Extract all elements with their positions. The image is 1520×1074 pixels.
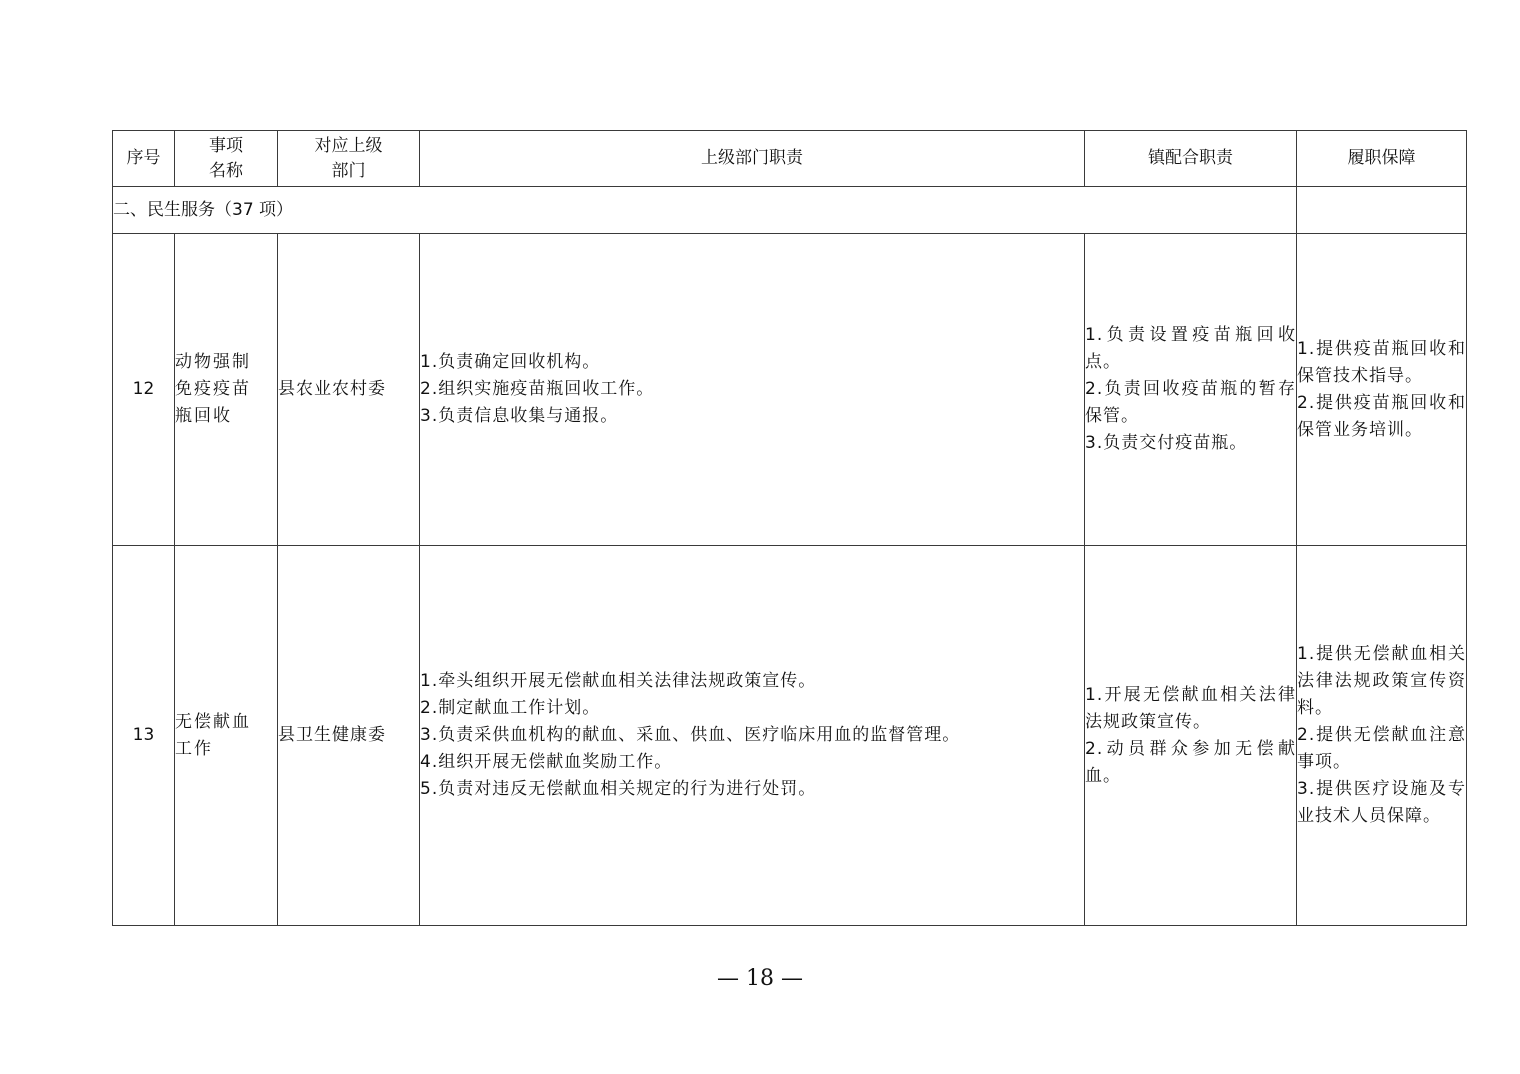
header-dept-line1: 对应上级 (314, 135, 383, 156)
header-guarantee: 履职保障 (1297, 131, 1467, 187)
town-duty-item: 3.负责交付疫苗瓶。 (1085, 433, 1248, 453)
row-town-duties (1085, 546, 1297, 926)
town-duty-item: 1.负责设置疫苗瓶回收点。 (1085, 325, 1296, 372)
row-seq: 13 (113, 546, 175, 926)
header-row (113, 131, 1467, 187)
duty-item: 2.制定献血工作计划。 (420, 698, 601, 718)
row-item-name-line: 瓶回收 (175, 406, 232, 426)
guarantee-item: 2.提供疫苗瓶回收和保管业务培训。 (1297, 392, 1466, 440)
row-item-name-line: 动物强制 (175, 352, 251, 372)
town-duty-item: 2.负责回收疫苗瓶的暂存保管。 (1085, 379, 1296, 426)
table-row (113, 546, 1467, 926)
guarantee-item: 3.提供医疗设施及专业技术人员保障。 (1297, 779, 1466, 826)
row-item-name-line: 工作 (175, 738, 213, 759)
duty-item: 1.负责确定回收机构。 (420, 352, 601, 372)
row-item-name-line: 免疫疫苗 (175, 379, 251, 399)
duty-item: 2.组织实施疫苗瓶回收工作。 (420, 379, 655, 399)
guarantee-item: 1.提供无偿献血相关法律法规政策宣传资料。 (1297, 644, 1466, 718)
guarantee-item: 2.提供无偿献血注意事项。 (1297, 725, 1466, 772)
page-number: — 18 — (717, 966, 803, 991)
guarantee-item: 1.提供疫苗瓶回收和保管技术指导。 (1297, 338, 1466, 386)
row-item-name-line: 无偿献血 (175, 711, 251, 732)
table-row (113, 234, 1467, 546)
duty-item: 3.负责采供血机构的献血、采血、供血、医疗临床用血的监督管理。 (420, 725, 961, 745)
town-duty-item: 2.动员群众参加无偿献血。 (1085, 738, 1296, 786)
header-item-line1: 事项 (209, 135, 243, 156)
row-item-name (175, 234, 278, 546)
row-seq: 12 (113, 234, 175, 546)
header-superior-duties: 上级部门职责 (420, 131, 1085, 187)
row-superior-duties (420, 234, 1085, 546)
section-row (113, 187, 1467, 234)
row-guarantee (1297, 546, 1467, 926)
row-dept: 县农业农村委 (278, 234, 420, 546)
duty-item: 5.负责对违反无偿献血相关规定的行为进行处罚。 (420, 779, 817, 799)
header-seq: 序号 (113, 131, 175, 187)
header-dept (278, 131, 420, 187)
row-guarantee (1297, 234, 1467, 546)
duty-item: 1.牵头组织开展无偿献血相关法律法规政策宣传。 (420, 671, 817, 691)
duty-item: 3.负责信息收集与通报。 (420, 406, 619, 426)
row-town-duties (1085, 234, 1297, 546)
duty-item: 4.组织开展无偿献血奖励工作。 (420, 752, 673, 772)
header-item-name (175, 131, 278, 187)
duty-table (112, 130, 1467, 926)
row-dept: 县卫生健康委 (278, 546, 420, 926)
header-dept-line2: 部门 (331, 160, 366, 181)
section-empty-cell (1297, 187, 1467, 234)
header-item-line2: 名称 (209, 160, 243, 181)
row-item-name (175, 546, 278, 926)
section-label: 二、民生服务（37 项） (113, 187, 1297, 234)
row-superior-duties (420, 546, 1085, 926)
town-duty-item: 1.开展无偿献血相关法律法规政策宣传。 (1085, 684, 1296, 732)
header-town-duties: 镇配合职责 (1085, 131, 1297, 187)
